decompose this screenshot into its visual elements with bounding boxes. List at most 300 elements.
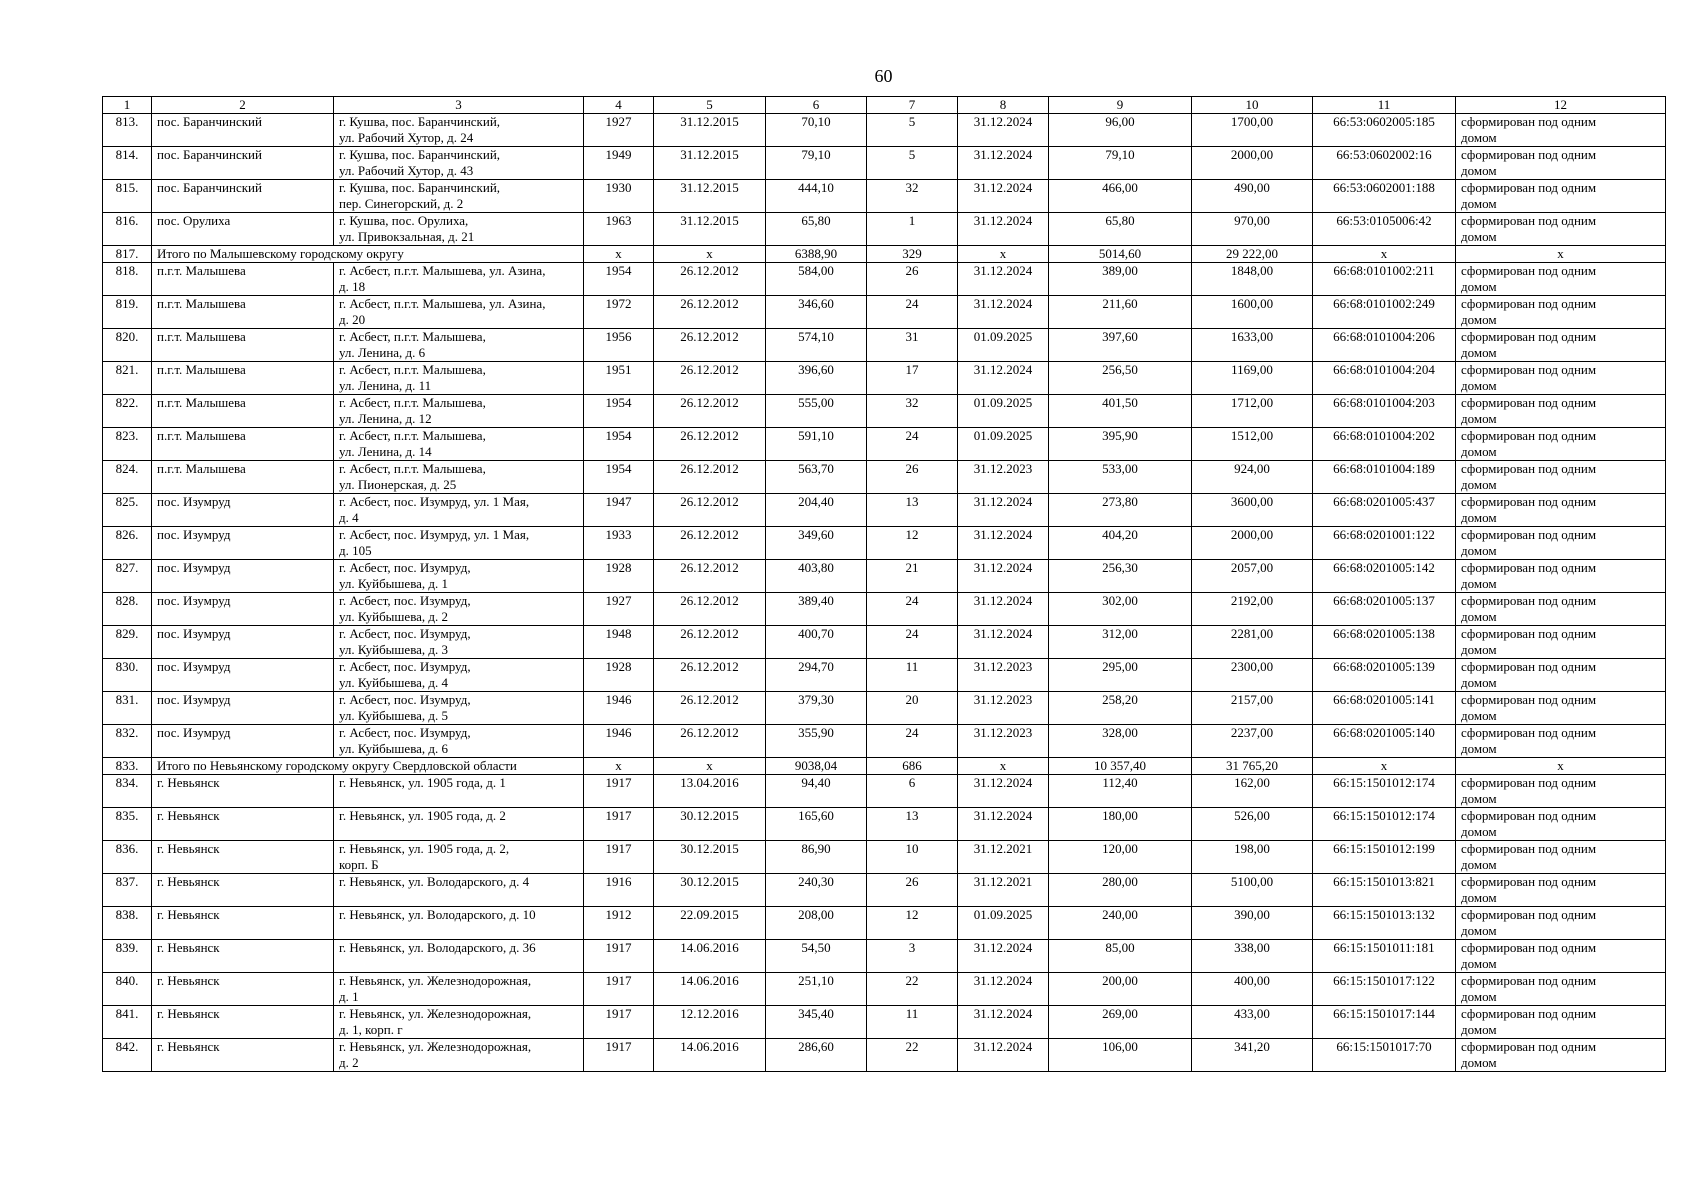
relocation-date: 31.12.2021 [958,841,1049,874]
row-number: 840. [103,973,152,1006]
address-line: г. Невьянск, ул. Володарского, д. 36 [339,940,536,955]
residents-count: 13 [867,808,958,841]
table-row [103,461,1666,494]
area-value: 85,00 [1049,940,1192,973]
total-area: 54,50 [766,940,867,973]
total-area: 379,30 [766,692,867,725]
land-status-cell [1456,263,1666,296]
relocation-date: 31.12.2023 [958,659,1049,692]
status-line: домом [1461,1022,1497,1037]
status-line: сформирован под одним [1461,1006,1597,1021]
year-built: 1917 [584,1006,654,1039]
land-status-cell [1456,560,1666,593]
area-value: 258,20 [1049,692,1192,725]
cadastral-number: 66:68:0101002:211 [1313,263,1456,296]
row-number: 828. [103,593,152,626]
land-area: 338,00 [1192,940,1313,973]
relocation-date: 31.12.2024 [958,362,1049,395]
table-row [103,692,1666,725]
address-line: ул. Куйбышева, д. 2 [339,609,449,624]
table-body [103,114,1666,1072]
status-line: домом [1461,989,1497,1004]
settlement-name: п.г.т. Малышева [152,329,334,362]
relocation-date: 01.09.2025 [958,428,1049,461]
land-area: 5100,00 [1192,874,1313,907]
address-line: г. Асбест, п.г.т. Малышева, ул. Азина, [339,296,546,311]
residents-count: 686 [867,758,958,775]
residents-count: 11 [867,659,958,692]
residents-count: 24 [867,725,958,758]
area-value: 328,00 [1049,725,1192,758]
recognition-date: 26.12.2012 [654,494,766,527]
table-row [103,973,1666,1006]
relocation-date: 31.12.2024 [958,147,1049,180]
area-value: 401,50 [1049,395,1192,428]
settlement-name: п.г.т. Малышева [152,296,334,329]
recognition-date: 26.12.2012 [654,692,766,725]
total-area: 251,10 [766,973,867,1006]
area-value: 240,00 [1049,907,1192,940]
recognition-date: 14.06.2016 [654,973,766,1006]
table-row [103,213,1666,246]
year-built: 1917 [584,841,654,874]
row-number: 817. [103,246,152,263]
relocation-date: 31.12.2024 [958,973,1049,1006]
settlement-name: г. Невьянск [152,841,334,874]
address-line: г. Асбест, пос. Изумруд, ул. 1 Мая, [339,494,530,509]
total-label: Итого по Малышевскому городскому округу [152,246,584,263]
total-area: 396,60 [766,362,867,395]
table-row [103,593,1666,626]
status-line: сформирован под одним [1461,362,1597,377]
cadastral-number: 66:68:0101004:202 [1313,428,1456,461]
address-line: д. 18 [339,279,366,294]
status-line: сформирован под одним [1461,213,1597,228]
land-status-cell [1456,808,1666,841]
page-number: 60 [874,66,893,86]
settlement-name: пос. Изумруд [152,527,334,560]
relocation-date: 31.12.2024 [958,213,1049,246]
table-row [103,907,1666,940]
address-cell [334,659,584,692]
row-number: 824. [103,461,152,494]
relocation-date: 31.12.2023 [958,692,1049,725]
year-built: 1954 [584,428,654,461]
land-status-cell [1456,114,1666,147]
status-line: сформирован под одним [1461,874,1597,889]
total-area: 286,60 [766,1039,867,1072]
relocation-date: 31.12.2024 [958,263,1049,296]
address-line: г. Кушва, пос. Баранчинский, [339,147,501,162]
settlement-name: пос. Изумруд [152,692,334,725]
settlement-name: г. Невьянск [152,940,334,973]
land-status-cell [1456,725,1666,758]
status-line: домом [1461,378,1497,393]
total-area: 355,90 [766,725,867,758]
address-cell [334,527,584,560]
land-status: х [1456,758,1666,775]
settlement-name: пос. Баранчинский [152,180,334,213]
table-row [103,659,1666,692]
recognition-date: 14.06.2016 [654,940,766,973]
cadastral-number: 66:68:0201005:142 [1313,560,1456,593]
relocation-date: 31.12.2024 [958,775,1049,808]
row-number: 821. [103,362,152,395]
recognition-date: 26.12.2012 [654,626,766,659]
table-row [103,428,1666,461]
land-area: 1848,00 [1192,263,1313,296]
cadastral-number: 66:68:0201005:140 [1313,725,1456,758]
relocation-date: 31.12.2024 [958,626,1049,659]
address-cell [334,692,584,725]
recognition-date: 26.12.2012 [654,362,766,395]
recognition-date: 31.12.2015 [654,180,766,213]
address-line: г. Асбест, пос. Изумруд, [339,659,471,674]
residents-count: 329 [867,246,958,263]
recognition-date: 31.12.2015 [654,213,766,246]
relocation-date: 31.12.2023 [958,461,1049,494]
row-number: 836. [103,841,152,874]
land-status-cell [1456,775,1666,808]
cadastral-number: 66:53:0105006:42 [1313,213,1456,246]
recognition-date: 26.12.2012 [654,395,766,428]
recognition-date: х [654,758,766,775]
address-line: г. Невьянск, ул. Железнодорожная, [339,1039,532,1054]
total-area: 349,60 [766,527,867,560]
recognition-date: 30.12.2015 [654,808,766,841]
status-line: сформирован под одним [1461,180,1597,195]
residents-count: 24 [867,593,958,626]
status-line: домом [1461,130,1497,145]
recognition-date: 26.12.2012 [654,725,766,758]
year-built: 1927 [584,114,654,147]
year-built: 1927 [584,593,654,626]
row-number: 837. [103,874,152,907]
settlement-name: г. Невьянск [152,808,334,841]
area-value: 79,10 [1049,147,1192,180]
status-line: домом [1461,675,1497,690]
address-line: г. Асбест, пос. Изумруд, [339,626,471,641]
row-number: 816. [103,213,152,246]
area-value: 200,00 [1049,973,1192,1006]
cadastral-number: 66:68:0101004:204 [1313,362,1456,395]
table-row [103,725,1666,758]
residents-count: 5 [867,114,958,147]
land-area: 970,00 [1192,213,1313,246]
cadastral-number: 66:68:0101004:189 [1313,461,1456,494]
land-status-cell [1456,395,1666,428]
settlement-name: п.г.т. Малышева [152,263,334,296]
cadastral-number: 66:15:1501013:132 [1313,907,1456,940]
settlement-name: г. Невьянск [152,1006,334,1039]
land-area: 2237,00 [1192,725,1313,758]
table-row [103,626,1666,659]
relocation-date: 31.12.2024 [958,560,1049,593]
table-row [103,494,1666,527]
address-cell [334,775,584,808]
address-cell [334,907,584,940]
address-line: г. Невьянск, ул. Железнодорожная, [339,1006,532,1021]
address-line: г. Асбест, пос. Изумруд, [339,560,471,575]
address-line: ул. Куйбышева, д. 5 [339,708,449,723]
address-cell [334,494,584,527]
recognition-date: 31.12.2015 [654,147,766,180]
residents-count: 32 [867,395,958,428]
residents-count: 21 [867,560,958,593]
total-area: 563,70 [766,461,867,494]
year-built: 1946 [584,725,654,758]
recognition-date: 12.12.2016 [654,1006,766,1039]
settlement-name: пос. Изумруд [152,593,334,626]
relocation-date: 31.12.2024 [958,593,1049,626]
row-number: 822. [103,395,152,428]
status-line: домом [1461,642,1497,657]
status-line: сформирован под одним [1461,1039,1597,1054]
status-line: домом [1461,741,1497,756]
address-cell [334,296,584,329]
housing-register-table [102,96,1666,1072]
row-number: 832. [103,725,152,758]
address-line: г. Асбест, пос. Изумруд, [339,692,471,707]
cadastral-number: х [1313,246,1456,263]
status-line: домом [1461,196,1497,211]
status-line: сформирован под одним [1461,841,1597,856]
table-row [103,808,1666,841]
settlement-name: г. Невьянск [152,1039,334,1072]
status-line: сформирован под одним [1461,263,1597,278]
status-line: домом [1461,163,1497,178]
address-line: г. Асбест, п.г.т. Малышева, ул. Азина, [339,263,546,278]
relocation-date: 31.12.2024 [958,1006,1049,1039]
address-line: г. Кушва, пос. Баранчинский, [339,114,501,129]
residents-count: 26 [867,874,958,907]
address-line: ул. Куйбышева, д. 3 [339,642,449,657]
land-area: 198,00 [1192,841,1313,874]
total-area: 65,80 [766,213,867,246]
residents-count: 32 [867,180,958,213]
residents-count: 24 [867,428,958,461]
address-cell [334,808,584,841]
cadastral-number: х [1313,758,1456,775]
year-built: 1954 [584,461,654,494]
total-area: 591,10 [766,428,867,461]
land-status-cell [1456,874,1666,907]
status-line: сформирован под одним [1461,296,1597,311]
status-line: сформирован под одним [1461,494,1597,509]
total-area: 574,10 [766,329,867,362]
year-built: 1912 [584,907,654,940]
status-line: домом [1461,229,1497,244]
status-line: сформирован под одним [1461,461,1597,476]
land-status: х [1456,246,1666,263]
status-line: домом [1461,477,1497,492]
land-area: 2000,00 [1192,147,1313,180]
status-line: сформирован под одним [1461,659,1597,674]
residents-count: 3 [867,940,958,973]
table-row [103,1006,1666,1039]
land-area: 2192,00 [1192,593,1313,626]
status-line: домом [1461,411,1497,426]
total-area: 9038,04 [766,758,867,775]
relocation-date: 31.12.2024 [958,494,1049,527]
status-line: сформирован под одним [1461,147,1597,162]
address-line: г. Кушва, пос. Баранчинский, [339,180,501,195]
address-line: д. 105 [339,543,372,558]
total-area: 79,10 [766,147,867,180]
land-area: 2300,00 [1192,659,1313,692]
year-built: 1928 [584,659,654,692]
status-line: домом [1461,890,1497,905]
settlement-name: пос. Изумруд [152,494,334,527]
land-status-cell [1456,296,1666,329]
settlement-name: п.г.т. Малышева [152,461,334,494]
address-line: г. Асбест, п.г.т. Малышева, [339,329,486,344]
status-line: домом [1461,857,1497,872]
address-cell [334,1006,584,1039]
land-status-cell [1456,362,1666,395]
year-built: 1946 [584,692,654,725]
address-line: д. 1, корп. г [339,1022,403,1037]
status-line: сформирован под одним [1461,329,1597,344]
address-line: г. Невьянск, ул. 1905 года, д. 1 [339,775,506,790]
row-number: 814. [103,147,152,180]
table-row [103,296,1666,329]
area-value: 466,00 [1049,180,1192,213]
status-line: сформирован под одним [1461,940,1597,955]
land-status-cell [1456,1039,1666,1072]
address-line: г. Невьянск, ул. 1905 года, д. 2 [339,808,506,823]
row-number: 825. [103,494,152,527]
address-line: г. Кушва, пос. Орулиха, [339,213,469,228]
land-area: 2000,00 [1192,527,1313,560]
year-built: 1949 [584,147,654,180]
land-status-cell [1456,180,1666,213]
status-line: сформирован под одним [1461,725,1597,740]
column-number-header: 7 [867,97,958,114]
year-built: 1917 [584,940,654,973]
settlement-name: г. Невьянск [152,973,334,1006]
settlement-name: пос. Изумруд [152,560,334,593]
address-line: г. Невьянск, ул. Железнодорожная, [339,973,532,988]
land-area: 2057,00 [1192,560,1313,593]
residents-count: 12 [867,527,958,560]
relocation-date: 31.12.2024 [958,808,1049,841]
cadastral-number: 66:68:0101004:206 [1313,329,1456,362]
relocation-date: 31.12.2024 [958,527,1049,560]
address-line: г. Невьянск, ул. Володарского, д. 4 [339,874,530,889]
residents-count: 31 [867,329,958,362]
status-line: сформирован под одним [1461,428,1597,443]
total-area: 555,00 [766,395,867,428]
settlement-name: п.г.т. Малышева [152,362,334,395]
settlement-name: г. Невьянск [152,874,334,907]
settlement-name: г. Невьянск [152,907,334,940]
address-line: г. Невьянск, ул. 1905 года, д. 2, [339,841,510,856]
relocation-date: 31.12.2024 [958,114,1049,147]
row-number: 835. [103,808,152,841]
area-value: 5014,60 [1049,246,1192,263]
address-line: ул. Ленина, д. 12 [339,411,432,426]
row-number: 833. [103,758,152,775]
row-number: 834. [103,775,152,808]
status-line: домом [1461,543,1497,558]
recognition-date: 14.06.2016 [654,1039,766,1072]
total-area: 403,80 [766,560,867,593]
address-line: ул. Куйбышева, д. 1 [339,576,449,591]
row-number: 820. [103,329,152,362]
address-line: д. 1 [339,989,359,1004]
total-area: 208,00 [766,907,867,940]
address-cell [334,329,584,362]
table-row [103,560,1666,593]
land-area: 1633,00 [1192,329,1313,362]
relocation-date: 01.09.2025 [958,329,1049,362]
land-area: 390,00 [1192,907,1313,940]
cadastral-number: 66:68:0201005:139 [1313,659,1456,692]
row-number: 839. [103,940,152,973]
residents-count: 22 [867,973,958,1006]
address-cell [334,180,584,213]
address-cell [334,874,584,907]
column-number-header: 12 [1456,97,1666,114]
column-number-header: 10 [1192,97,1313,114]
address-line: г. Асбест, пос. Изумруд, [339,593,471,608]
recognition-date: 13.04.2016 [654,775,766,808]
cadastral-number: 66:68:0201001:122 [1313,527,1456,560]
year-built: 1928 [584,560,654,593]
address-line: корп. Б [339,857,379,872]
area-value: 112,40 [1049,775,1192,808]
settlement-name: пос. Изумруд [152,659,334,692]
address-line: ул. Куйбышева, д. 6 [339,741,449,756]
address-cell [334,725,584,758]
address-line: д. 4 [339,510,359,525]
relocation-date: х [958,246,1049,263]
year-built: 1972 [584,296,654,329]
relocation-date: 01.09.2025 [958,907,1049,940]
residents-count: 1 [867,213,958,246]
status-line: домом [1461,312,1497,327]
total-area: 94,40 [766,775,867,808]
column-number-header: 4 [584,97,654,114]
area-value: 256,50 [1049,362,1192,395]
status-line: домом [1461,708,1497,723]
total-area: 444,10 [766,180,867,213]
row-number: 827. [103,560,152,593]
residents-count: 24 [867,626,958,659]
status-line: сформирован под одним [1461,527,1597,542]
address-cell [334,263,584,296]
address-cell [334,940,584,973]
column-number-header: 8 [958,97,1049,114]
status-line: сформирован под одним [1461,593,1597,608]
cadastral-number: 66:68:0201005:437 [1313,494,1456,527]
address-cell [334,428,584,461]
residents-count: 6 [867,775,958,808]
address-cell [334,560,584,593]
settlement-name: п.г.т. Малышева [152,395,334,428]
relocation-date: 31.12.2021 [958,874,1049,907]
year-built: 1917 [584,973,654,1006]
area-value: 273,80 [1049,494,1192,527]
settlement-name: пос. Орулиха [152,213,334,246]
land-area: 3600,00 [1192,494,1313,527]
cadastral-number: 66:68:0101004:203 [1313,395,1456,428]
total-area: 86,90 [766,841,867,874]
residents-count: 12 [867,907,958,940]
table-row [103,841,1666,874]
area-value: 397,60 [1049,329,1192,362]
